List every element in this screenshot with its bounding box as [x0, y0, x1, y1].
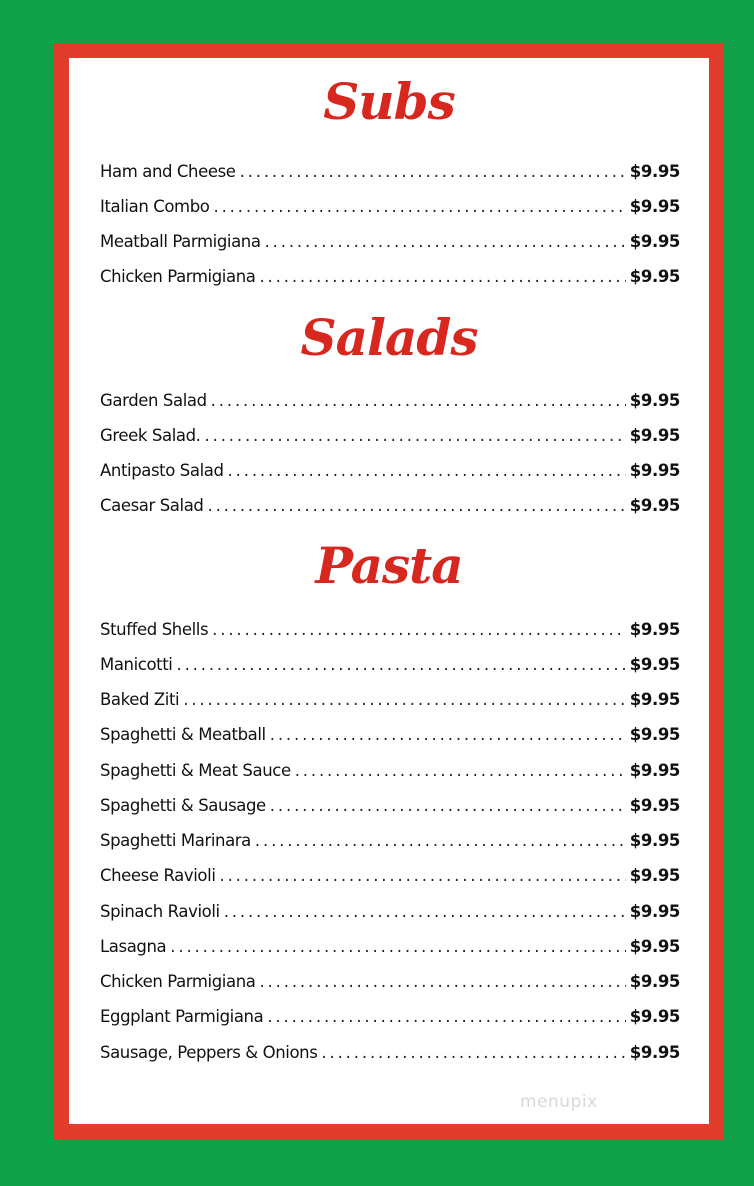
- section-title-salads: Salads: [300, 308, 478, 367]
- dot-leader: [176, 655, 625, 674]
- item-name: Italian Combo: [100, 197, 210, 216]
- item-price: $9.95: [629, 1007, 680, 1026]
- item-price: $9.95: [629, 162, 680, 181]
- dot-leader: [228, 461, 626, 480]
- dot-leader: [220, 866, 626, 885]
- menu-item: [100, 902, 680, 926]
- item-name: Cheese Ravioli: [100, 866, 216, 885]
- dot-leader: [207, 496, 625, 515]
- menu-item: [100, 690, 680, 714]
- menu-item: [100, 461, 680, 485]
- section-title-pasta: Pasta: [315, 536, 463, 595]
- item-name: Garden Salad: [100, 391, 207, 410]
- dot-leader: [212, 620, 626, 639]
- menu-item: [100, 655, 680, 679]
- dot-leader: [270, 796, 626, 815]
- item-name: Spaghetti & Meatball: [100, 725, 266, 744]
- dot-leader: [267, 1007, 625, 1026]
- item-price: $9.95: [629, 725, 680, 744]
- item-price: $9.95: [629, 461, 680, 480]
- menu-item: [100, 267, 680, 291]
- item-price: $9.95: [629, 267, 680, 286]
- menu-item: [100, 831, 680, 855]
- item-price: $9.95: [629, 426, 680, 445]
- menu-item: [100, 761, 680, 785]
- dot-leader: [224, 902, 626, 921]
- dot-leader: [265, 232, 626, 251]
- menu-item: [100, 1043, 680, 1067]
- dot-leader: [259, 267, 625, 286]
- item-price: $9.95: [629, 761, 680, 780]
- item-price: $9.95: [629, 496, 680, 515]
- item-name: Antipasto Salad: [100, 461, 224, 480]
- item-price: $9.95: [629, 232, 680, 251]
- menu-item: [100, 620, 680, 644]
- item-name: Spaghetti Marinara: [100, 831, 251, 850]
- item-price: $9.95: [629, 197, 680, 216]
- item-name: Ham and Cheese: [100, 162, 236, 181]
- item-price: $9.95: [629, 796, 680, 815]
- dot-leader: [211, 391, 626, 410]
- menu-item: [100, 972, 680, 996]
- item-price: $9.95: [629, 1043, 680, 1062]
- menu-item: [100, 866, 680, 890]
- item-price: $9.95: [629, 902, 680, 921]
- item-name: Lasagna: [100, 937, 167, 956]
- menu-item: [100, 426, 680, 450]
- section-title-subs: Subs: [323, 72, 455, 131]
- menu-card: [69, 58, 709, 1124]
- menu-item: [100, 162, 680, 186]
- item-name: Caesar Salad: [100, 496, 204, 515]
- item-name: Spaghetti & Sausage: [100, 796, 266, 815]
- item-name: Greek Salad.: [100, 426, 201, 445]
- item-name: Manicotti: [100, 655, 173, 674]
- dot-leader: [183, 690, 626, 709]
- menu-item: [100, 197, 680, 221]
- item-name: Chicken Parmigiana: [100, 267, 256, 286]
- item-name: Stuffed Shells: [100, 620, 209, 639]
- item-name: Eggplant Parmigiana: [100, 1007, 264, 1026]
- item-price: $9.95: [629, 866, 680, 885]
- dot-leader: [259, 972, 625, 991]
- dot-leader: [321, 1043, 625, 1062]
- item-name: Chicken Parmigiana: [100, 972, 256, 991]
- item-name: Meatball Parmigiana: [100, 232, 261, 251]
- dot-leader: [240, 162, 626, 181]
- dot-leader: [295, 761, 626, 780]
- item-name: Baked Ziti: [100, 690, 180, 709]
- menu-item: [100, 1007, 680, 1031]
- menu-item: [100, 796, 680, 820]
- item-price: $9.95: [629, 391, 680, 410]
- dot-leader: [205, 426, 626, 445]
- item-price: $9.95: [629, 655, 680, 674]
- item-price: $9.95: [629, 937, 680, 956]
- item-name: Spaghetti & Meat Sauce: [100, 761, 291, 780]
- menu-item: [100, 391, 680, 415]
- dot-leader: [170, 937, 626, 956]
- item-price: $9.95: [629, 690, 680, 709]
- menu-item: [100, 496, 680, 520]
- menu-item: [100, 725, 680, 749]
- item-name: Spinach Ravioli: [100, 902, 220, 921]
- item-price: $9.95: [629, 831, 680, 850]
- item-price: $9.95: [629, 620, 680, 639]
- item-price: $9.95: [629, 972, 680, 991]
- item-name: Sausage, Peppers & Onions: [100, 1043, 318, 1062]
- dot-leader: [255, 831, 626, 850]
- menu-item: [100, 232, 680, 256]
- menu-item: [100, 937, 680, 961]
- dot-leader: [214, 197, 626, 216]
- dot-leader: [270, 725, 626, 744]
- watermark-logo: menupix: [520, 1092, 598, 1112]
